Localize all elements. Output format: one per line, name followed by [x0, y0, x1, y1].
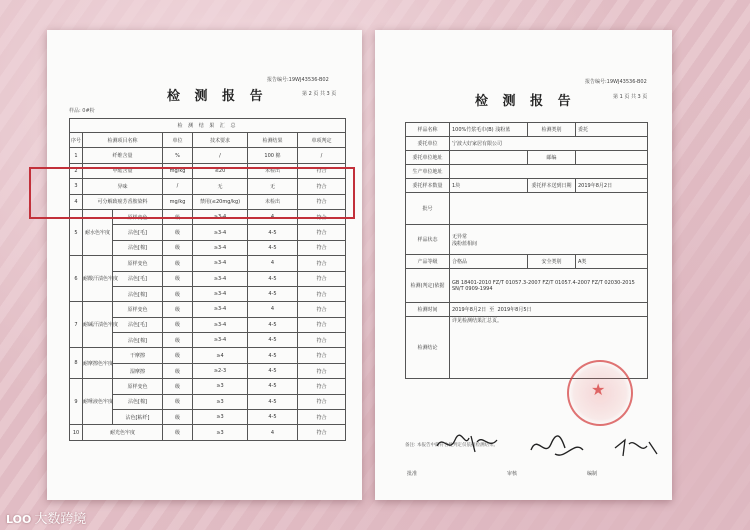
table-cell: 6	[70, 256, 83, 302]
info-row	[406, 193, 648, 225]
page-number: 第 2 页 共 3 页	[302, 91, 337, 97]
table-cell: 4-5	[248, 379, 298, 394]
table-cell: 符合	[298, 225, 346, 240]
table-row	[70, 348, 346, 363]
table-cell: 符合	[298, 333, 346, 348]
table-cell: 符合	[298, 363, 346, 378]
table-cell: 无	[193, 179, 248, 194]
table-cell: 符合	[298, 317, 346, 332]
table-cell: ≥3-4	[193, 240, 248, 255]
info-table	[405, 122, 648, 379]
info-value: 无异常 浅粉蓝相间	[450, 225, 648, 255]
table-cell: /	[163, 179, 193, 194]
info-row	[406, 225, 648, 255]
info-label: 安全类别	[528, 255, 576, 269]
info-value: 委托	[576, 123, 648, 137]
compiler-signature	[611, 432, 663, 462]
table-cell: /	[298, 148, 346, 163]
table-caption: 检 测 结 果 汇 总	[70, 119, 346, 133]
table-cell: 4-5	[248, 333, 298, 348]
table-cell: 无	[248, 179, 298, 194]
official-seal-stamp	[567, 360, 633, 426]
table-cell: 符合	[298, 410, 346, 425]
table-cell: ≥3-4	[193, 256, 248, 271]
table-cell: 沾色[棉]	[113, 240, 163, 255]
compiler-label: 编制	[587, 471, 598, 477]
table-cell: 沾色[棉]	[113, 394, 163, 409]
table-cell: 4-5	[248, 348, 298, 363]
info-value: 详见检测结果汇总页。	[450, 317, 648, 379]
table-header-row	[70, 133, 346, 148]
info-label: 委托样本送到日期	[528, 179, 576, 193]
table-cell: 级	[163, 410, 193, 425]
table-cell: 7	[70, 302, 83, 348]
table-cell: 沾色[毛]	[113, 317, 163, 332]
approver-signature	[433, 428, 503, 458]
table-cell: 级	[163, 240, 193, 255]
info-value	[450, 165, 648, 179]
table-cell: 原样变色	[113, 379, 163, 394]
table-cell: 原样变色	[113, 209, 163, 224]
table-cell: 4-5	[248, 394, 298, 409]
header-cell: 技术要求	[193, 133, 248, 148]
info-label: 样品状态	[406, 225, 450, 255]
table-cell: ≥3-4	[193, 286, 248, 301]
info-label: 委托单位	[406, 137, 450, 151]
table-cell: 沾色[粘纤]	[113, 410, 163, 425]
seal-star-icon: ★	[591, 380, 606, 399]
table-row	[70, 256, 346, 271]
table-cell: 级	[163, 333, 193, 348]
info-label: 批号	[406, 193, 450, 225]
table-cell: ≥3	[193, 425, 248, 440]
table-cell: 级	[163, 256, 193, 271]
table-cell: 4	[248, 209, 298, 224]
info-value: 2019年8月2日 至 2019年8月5日	[450, 303, 648, 317]
header-cell: 序号	[70, 133, 83, 148]
table-row	[70, 148, 346, 163]
table-cell: 级	[163, 271, 193, 286]
table-cell: 符合	[298, 209, 346, 224]
info-row	[406, 269, 648, 303]
table-cell: 沾色[毛]	[113, 225, 163, 240]
table-cell: ≥3	[193, 379, 248, 394]
info-label: 检测结论	[406, 317, 450, 379]
table-cell: 耐光色牢度	[83, 425, 163, 440]
table-cell: 级	[163, 363, 193, 378]
info-label: 产品等级	[406, 255, 450, 269]
report-number: 报告编号:19WJ43536-B02	[267, 77, 329, 83]
table-cell: ≥3	[193, 394, 248, 409]
watermark-logo: LOO	[6, 513, 32, 526]
table-cell: 符合	[298, 179, 346, 194]
table-cell: ≥3-4	[193, 225, 248, 240]
table-cell: 符合	[298, 394, 346, 409]
info-row	[406, 179, 648, 193]
table-cell: ≥3	[193, 410, 248, 425]
info-value: 1块	[450, 179, 528, 193]
info-label: 检测类别	[528, 123, 576, 137]
table-cell: 4-5	[248, 240, 298, 255]
info-value: 合格品	[450, 255, 528, 269]
table-cell: mg/kg	[163, 194, 193, 209]
table-caption-row	[70, 119, 346, 133]
info-label: 邮编	[528, 151, 576, 165]
table-cell: 干摩擦	[113, 348, 163, 363]
table-cell: ≥3-4	[193, 209, 248, 224]
table-cell: ≥3-4	[193, 271, 248, 286]
table-cell: ≥4	[193, 348, 248, 363]
table-cell: 沾色[棉]	[113, 333, 163, 348]
header-cell: 单位	[163, 133, 193, 148]
table-cell: 级	[163, 225, 193, 240]
info-value	[576, 151, 648, 165]
table-cell: 级	[163, 209, 193, 224]
info-label: 样品名称	[406, 123, 450, 137]
header-cell: 检测项目名称	[83, 133, 163, 148]
table-cell: 级	[163, 286, 193, 301]
table-cell: /	[193, 148, 248, 163]
table-cell: 原样变色	[113, 302, 163, 317]
table-cell: 4-5	[248, 363, 298, 378]
table-cell: 符合	[298, 194, 346, 209]
table-cell: 原样变色	[113, 256, 163, 271]
table-cell: ≥3-4	[193, 317, 248, 332]
table-cell: 4-5	[248, 410, 298, 425]
report-title: 检 测 报 告	[167, 89, 268, 104]
info-value: GB 18401-2010 FZ/T 01057.3-2007 FZ/T 01057.4-2007 FZ/T 02030-2015 SN/T 0909-1994	[450, 269, 648, 303]
report-page-1	[375, 30, 672, 500]
table-cell: 符合	[298, 286, 346, 301]
table-cell: 耐唾液色牢度	[83, 379, 113, 425]
header-cell: 检测结果	[248, 133, 298, 148]
table-cell: 9	[70, 379, 83, 425]
sample-label: 样品: 0#粉	[69, 108, 95, 114]
table-cell: 4-5	[248, 271, 298, 286]
info-row	[406, 151, 648, 165]
info-label: 生产单位地址	[406, 165, 450, 179]
table-cell: 未检出	[248, 163, 298, 178]
table-cell: 2	[70, 163, 83, 178]
table-cell: 4-5	[248, 225, 298, 240]
table-cell: 级	[163, 317, 193, 332]
table-cell: ≥3-4	[193, 302, 248, 317]
highlight-box	[29, 167, 355, 219]
table-cell: 可分解致癌芳香胺染料	[83, 194, 163, 209]
table-cell: 4-5	[248, 286, 298, 301]
info-value: 宁波大好家居有限公司	[450, 137, 648, 151]
remark-footnote: 备注: 本报告中的符合性判定仅依据检测结果。	[405, 443, 498, 448]
approver-label: 批准	[407, 471, 418, 477]
table-cell: 1	[70, 148, 83, 163]
table-cell: 未检出	[248, 194, 298, 209]
table-cell: 级	[163, 379, 193, 394]
table-cell: 符合	[298, 240, 346, 255]
table-cell: 符合	[298, 425, 346, 440]
table-cell: 异味	[83, 179, 163, 194]
info-label: 检测时间	[406, 303, 450, 317]
table-row	[70, 302, 346, 317]
info-row	[406, 165, 648, 179]
page-number: 第 1 页 共 3 页	[613, 94, 648, 100]
table-cell: ≥2-3	[193, 363, 248, 378]
table-cell: 耐碱汗渍色牢度	[83, 302, 113, 348]
watermark-text: 大数跨境	[34, 512, 87, 527]
reviewer-signature	[525, 430, 587, 462]
table-cell: 4	[248, 425, 298, 440]
table-cell: 符合	[298, 379, 346, 394]
table-cell: 符合	[298, 163, 346, 178]
table-row	[70, 425, 346, 440]
info-value: 100%竹浆毛巾(B) 浅粉蓝	[450, 123, 528, 137]
table-cell: 100 棉	[248, 148, 298, 163]
table-cell: 甲醛含量	[83, 163, 163, 178]
info-label: 委托单位地址	[406, 151, 450, 165]
table-cell: 耐水色牢度	[83, 209, 113, 255]
table-cell: 湿摩擦	[113, 363, 163, 378]
info-row	[406, 137, 648, 151]
report-page-2	[47, 30, 362, 500]
info-value: A类	[576, 255, 648, 269]
table-cell: 纤维含量	[83, 148, 163, 163]
info-value	[450, 151, 528, 165]
table-cell: %	[163, 148, 193, 163]
report-title: 检 测 报 告	[475, 94, 576, 109]
report-number: 报告编号:19WJ43536-B02	[585, 79, 647, 85]
table-cell: 沾色[棉]	[113, 286, 163, 301]
table-cell: ≤20	[193, 163, 248, 178]
table-cell: 沾色[毛]	[113, 271, 163, 286]
brand-watermark	[6, 508, 86, 527]
info-value: 2019年8月2日	[576, 179, 648, 193]
header-cell: 单项判定	[298, 133, 346, 148]
table-cell: 符合	[298, 256, 346, 271]
table-cell: 10	[70, 425, 83, 440]
table-cell: 4-5	[248, 317, 298, 332]
table-cell: 级	[163, 394, 193, 409]
info-row	[406, 123, 648, 137]
table-row	[70, 379, 346, 394]
table-cell: 级	[163, 425, 193, 440]
table-cell: 耐摩擦色牢度	[83, 348, 113, 379]
table-cell: 4	[248, 256, 298, 271]
table-cell: 4	[70, 194, 83, 209]
table-cell: 级	[163, 302, 193, 317]
info-row	[406, 303, 648, 317]
table-cell: 符合	[298, 348, 346, 363]
table-cell: 符合	[298, 302, 346, 317]
info-label: 检测(判定)依据	[406, 269, 450, 303]
table-cell: 4	[248, 302, 298, 317]
table-cell: 3	[70, 179, 83, 194]
table-cell: ≥3-4	[193, 333, 248, 348]
table-cell: 级	[163, 348, 193, 363]
info-value	[450, 193, 648, 225]
table-cell: mg/kg	[163, 163, 193, 178]
table-cell: 禁用(≤20mg/kg)	[193, 194, 248, 209]
info-label: 委托样本数量	[406, 179, 450, 193]
table-cell: 符合	[298, 271, 346, 286]
reviewer-label: 审核	[507, 471, 518, 477]
info-row	[406, 255, 648, 269]
table-cell: 5	[70, 209, 83, 255]
table-cell: 耐酸汗渍色牢度	[83, 256, 113, 302]
table-cell: 8	[70, 348, 83, 379]
